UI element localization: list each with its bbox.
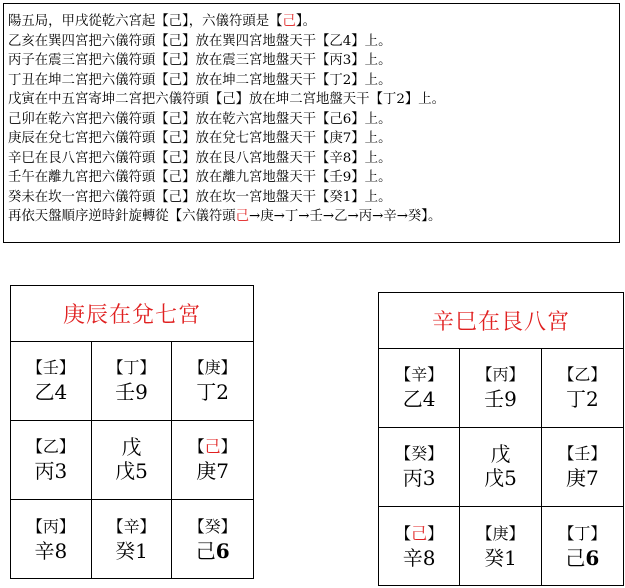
line-text: 陽五局，甲戌從乾六宮起【己】，六儀符頭是【 [8,14,283,29]
highlight-text: 己 [411,523,428,543]
palace-cell [11,421,92,500]
earth-stem: 戊5 [484,466,517,490]
palace-cell [92,500,173,579]
earth-stem: 丙3 [34,459,68,483]
earth-stem: 丁2 [565,387,599,411]
heaven-stem: 【己】 [395,523,444,543]
explanation-line [8,90,613,110]
explanation-box [3,3,620,243]
explanation-line [8,71,613,91]
palace-cell [379,349,460,428]
palace-cell [542,507,623,586]
panel-title: 辛巳在艮八宮 [379,293,623,349]
palace-cell [460,428,541,507]
earth-stem: 辛8 [402,545,436,570]
palace-number: 6 [215,538,230,563]
earth-stem: 戊5 [115,459,148,483]
heaven-stem: 【丁】 [558,523,607,543]
palace-cell [379,507,460,586]
earth-stem: 丙3 [402,466,436,490]
heaven-stem: 【己】 [188,437,237,456]
heaven-stem: 【丙】 [26,516,75,536]
earth-stem: 辛8 [34,538,68,563]
line-text: 再依天盤順序逆時針旋轉從【六儀符頭 [8,209,236,224]
palace-cell [379,428,460,507]
highlight-text: 己 [204,437,221,456]
line-text: 戊寅在中五宮寄坤二宮把六儀符頭【己】放在坤二宮地盤天干【丁2】上。 [8,92,446,107]
earth-stem: 丁2 [196,380,230,404]
explanation-line [8,129,613,149]
line-text: 丁丑在坤二宮把六儀符頭【己】放在坤二宮地盤天干【丁2】上。 [8,72,392,88]
heaven-stem: 【庚】 [188,358,237,377]
explanation-line [8,51,613,71]
heaven-stem: 【乙】 [558,365,607,384]
earth-stem: 乙4 [34,380,68,404]
line-text: 庚辰在兌七宮把六儀符頭【己】放在兌七宮地盤天干【庚7】上。 [8,131,392,146]
earth-stem: 壬9 [115,380,148,404]
palace-cell [172,500,253,579]
palace-cell [542,428,623,507]
explanation-line [8,110,613,130]
palace-chart-gen8 [378,292,624,586]
earth-stem: 癸1 [484,545,517,570]
explanation-line [8,168,613,188]
earth-stem: 壬9 [484,387,517,411]
highlight-text: 己 [282,14,296,29]
heaven-stem: 【庚】 [476,523,525,543]
earth-stem: 癸1 [115,538,148,563]
heaven-stem: 【乙】 [26,437,75,456]
heaven-stem: 【丁】 [107,358,156,377]
heaven-stem: 【壬】 [558,444,607,463]
palace-chart-dui7 [10,285,254,579]
line-text: 己卯在乾六宮把六儀符頭【己】放在乾六宮地盤天干【己6】上。 [8,111,392,127]
palace-number: 6 [585,545,600,570]
earth-stem: 己6 [565,545,600,570]
heaven-stem: 戊 [490,442,511,466]
line-text: →庚→丁→壬→乙→丙→辛→癸】。 [249,209,442,224]
explanation-line [8,149,613,169]
heaven-stem: 【丙】 [476,365,525,384]
heaven-stem: 戊 [121,435,142,459]
highlight-text: 己 [235,209,250,224]
palace-cell [460,507,541,586]
line-text: 乙亥在巽四宮把六儀符頭【己】放在巽四宮地盤天干【乙4】上。 [8,33,392,49]
palace-cell [11,500,92,579]
line-text: 辛巳在艮八宮把六儀符頭【己】放在艮八宮地盤天干【辛8】上。 [8,150,392,166]
palace-cell [460,349,541,428]
heaven-stem: 【癸】 [188,516,237,536]
palace-cell [11,342,92,421]
earth-stem: 庚7 [565,466,599,490]
line-text: 】。 [295,14,316,29]
palace-grid [379,349,623,586]
palace-cell [172,342,253,421]
explanation-line [8,12,613,32]
palace-grid [11,342,253,579]
heaven-stem: 【辛】 [395,365,444,384]
line-text: 丙子在震三宮把六儀符頭【己】放在震三宮地盤天干【丙3】上。 [8,53,392,68]
earth-stem: 乙4 [402,387,436,411]
palace-cell [92,342,173,421]
palace-cell [172,421,253,500]
palace-cell [92,421,173,500]
explanation-line [8,207,613,227]
explanation-line [8,188,613,208]
heaven-stem: 【癸】 [395,444,444,463]
palace-cell [542,349,623,428]
line-text: 壬午在離九宮把六儀符頭【己】放在離九宮地盤天干【壬9】上。 [8,170,392,185]
earth-stem: 庚7 [196,459,230,483]
line-text: 癸未在坎一宮把六儀符頭【己】放在坎一宮地盤天干【癸1】上。 [8,189,392,205]
explanation-line [8,32,613,52]
panel-title: 庚辰在兌七宮 [11,286,253,342]
heaven-stem: 【辛】 [107,516,156,536]
earth-stem: 己6 [195,538,230,563]
heaven-stem: 【壬】 [26,358,75,377]
